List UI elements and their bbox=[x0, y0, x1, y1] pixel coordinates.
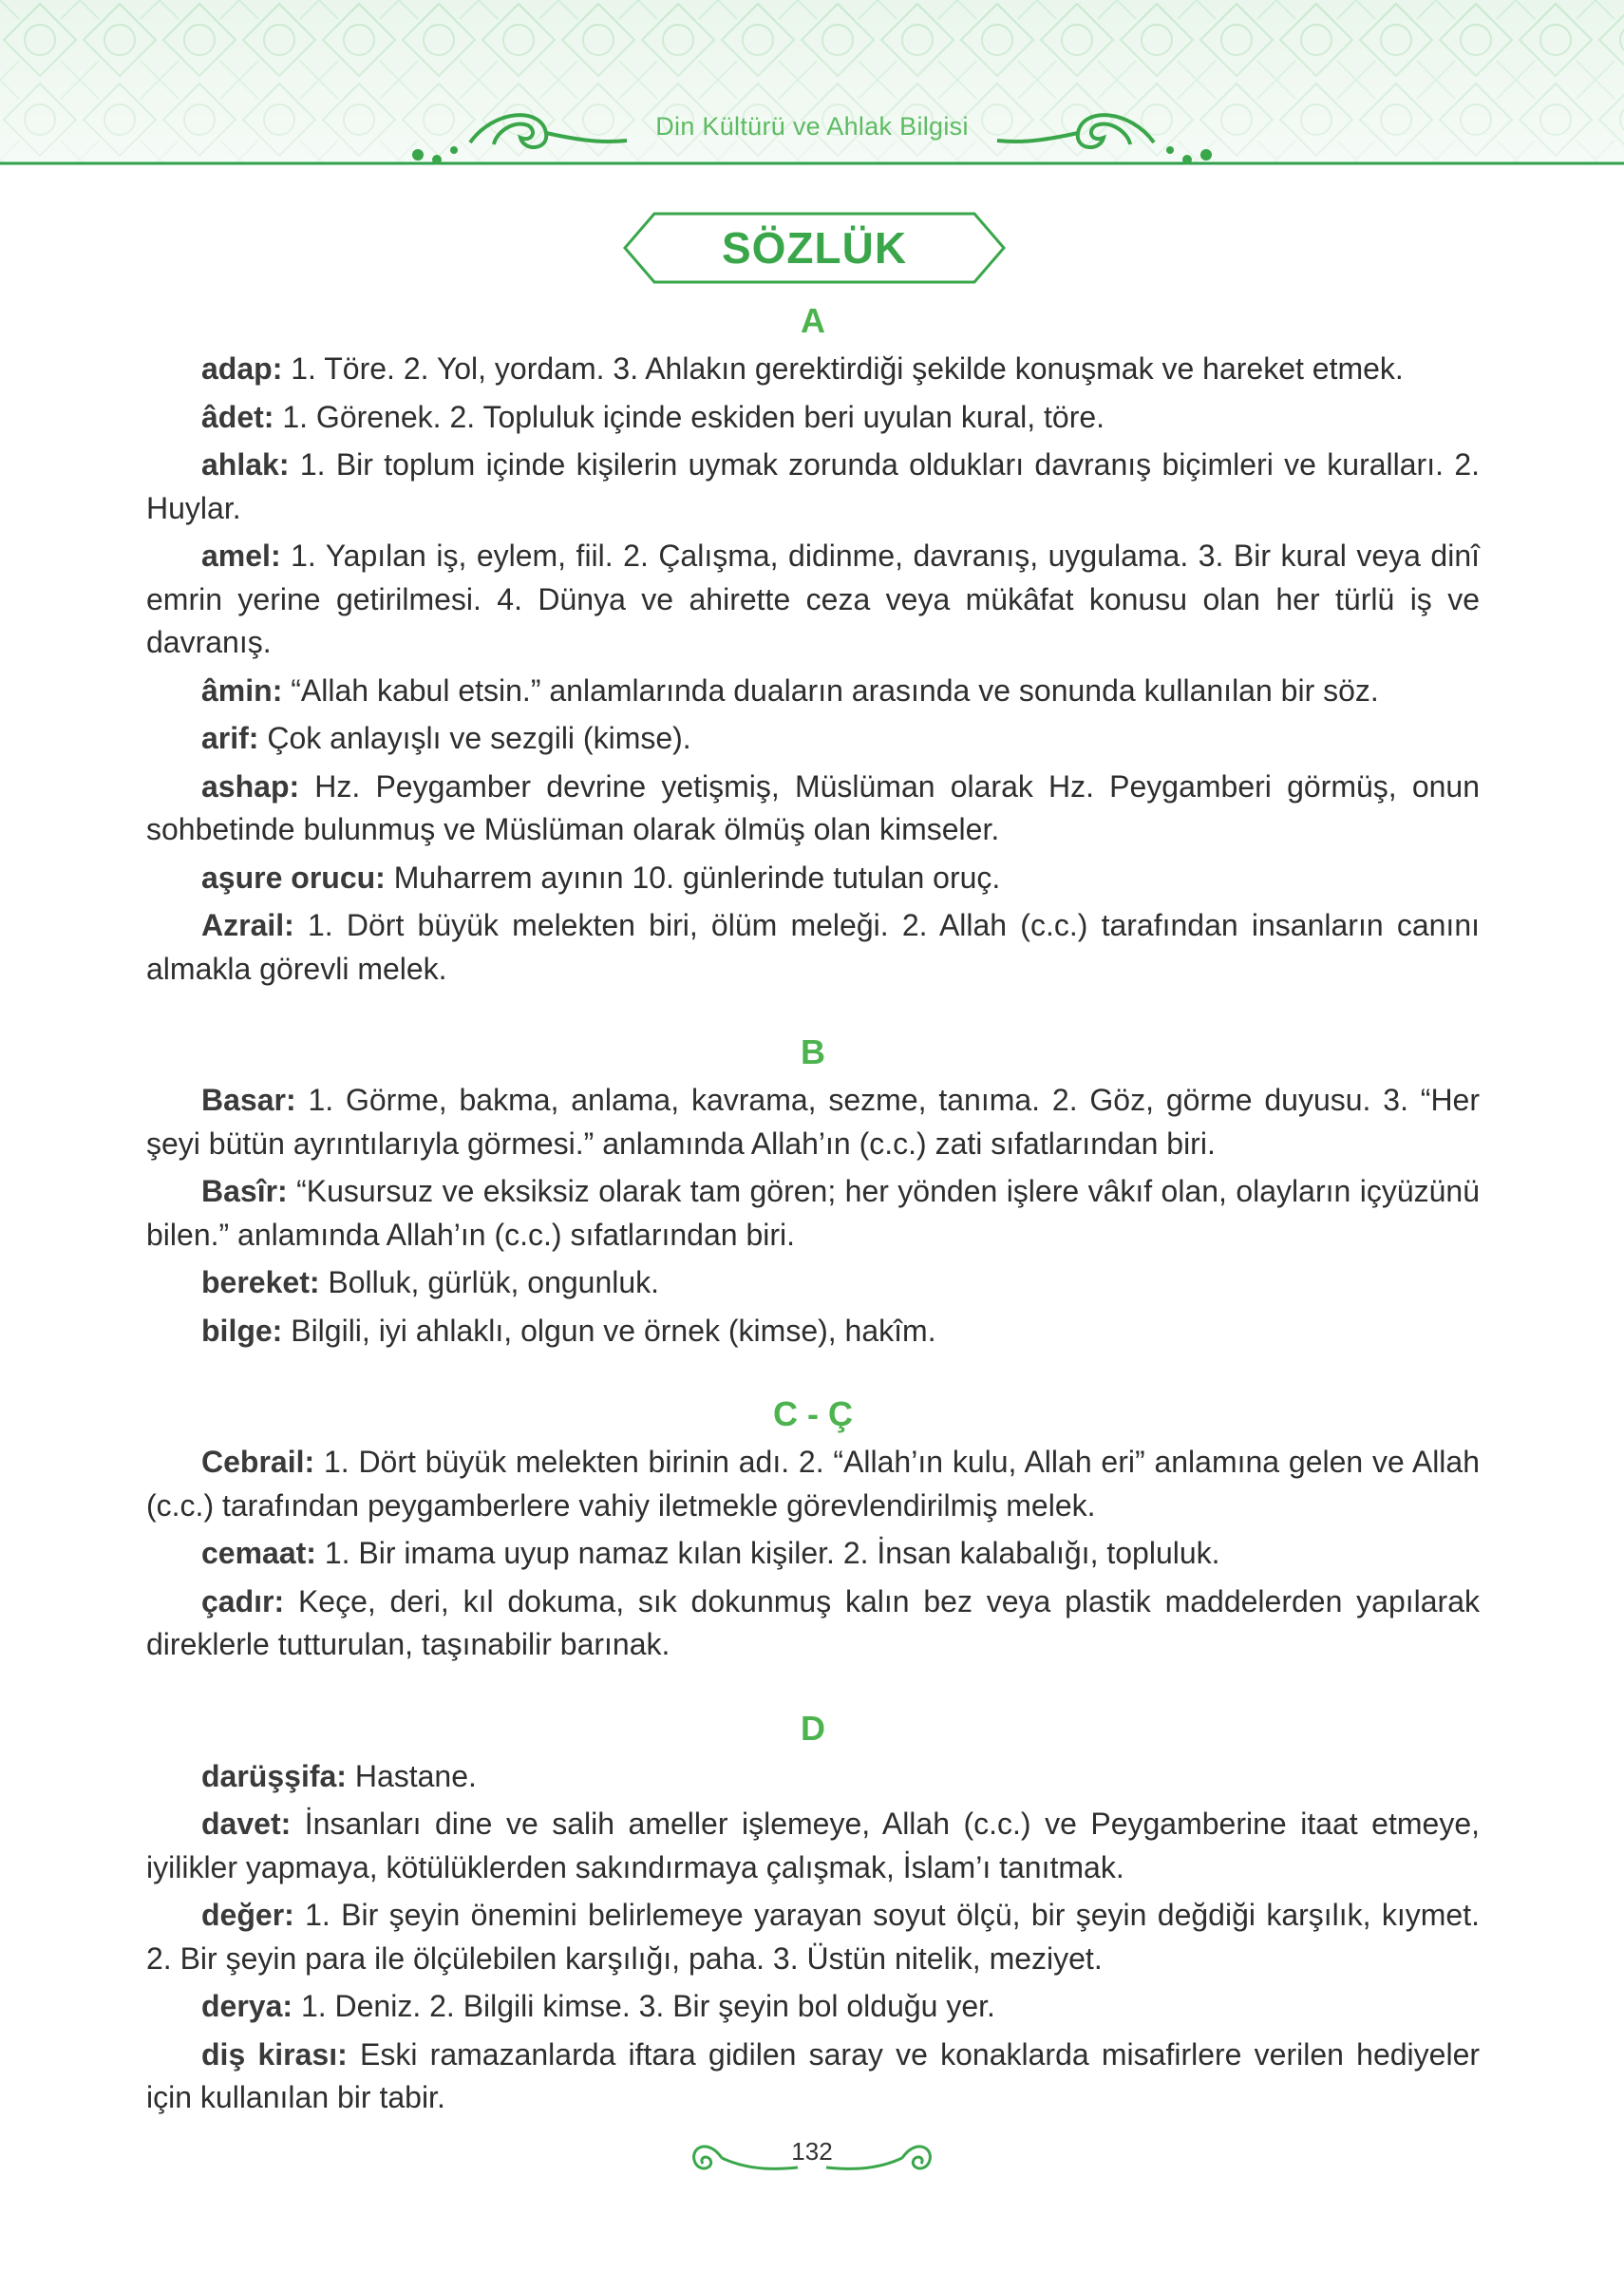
page-title: SÖZLÜK bbox=[721, 223, 908, 273]
entry-definition: 1. Yapılan iş, eylem, fiil. 2. Çalışma, didinme, davranış, uygulama. 3. Bir kural veya dinî emrin yerine getirilmesi. 4. Dünya ve ahirette ceza veya mükâfat konusu olan her türlü iş ve davranış. bbox=[146, 539, 1481, 659]
entry-bilge bbox=[146, 1310, 1480, 1353]
entry-term: âdet: bbox=[201, 399, 274, 434]
entry-term: derya: bbox=[201, 1989, 293, 2023]
page-number: 132 bbox=[791, 2137, 833, 2166]
entry-amel bbox=[146, 535, 1480, 665]
entry-dis-kirasi bbox=[146, 2034, 1480, 2120]
entry-definition: Keçe, deri, kıl dokuma, sık dokunmuş kalın bez veya plastik maddelerden yapılarak direklerle tutturulan, taşınabilir barınak. bbox=[146, 1583, 1481, 1661]
header-subject: Din Kültürü ve Ahlak Bilgisi bbox=[655, 112, 969, 141]
entry-term: Azrail: bbox=[201, 908, 294, 942]
entry-adap bbox=[146, 348, 1480, 391]
entry-cebrail bbox=[146, 1441, 1480, 1527]
entry-term: adap: bbox=[201, 351, 283, 386]
entry-term: Basar: bbox=[201, 1083, 296, 1117]
section-b bbox=[146, 1031, 1480, 1353]
entry-definition: Muharrem ayının 10. günlerinde tutulan oruç. bbox=[393, 860, 1001, 895]
entry-ashap bbox=[146, 766, 1480, 852]
entry-definition: 1. Bir toplum içinde kişilerin uymak zorunda oldukları davranış biçimleri ve kuralları. 2. Huylar. bbox=[146, 447, 1480, 525]
entry-definition: 1. Deniz. 2. Bilgili kimse. 3. Bir şeyin bol olduğu yer. bbox=[300, 1989, 995, 2023]
section-letter: D bbox=[801, 1708, 825, 1748]
entry-term: diş kirası: bbox=[201, 2036, 348, 2072]
entry-definition: Hz. Peygamber devrine yetişmiş, Müslüman olarak Hz. Peygamberi görmüş, onun sohbetinde bulunmuş ve Müslüman olarak ölmüş olan kimseler. bbox=[146, 768, 1481, 846]
entry-ahlak bbox=[146, 444, 1480, 530]
entry-deger bbox=[146, 1894, 1480, 1980]
page-title-frame bbox=[622, 211, 1007, 285]
entry-adet bbox=[146, 396, 1480, 440]
entry-definition: “Kusursuz ve eksiksiz olarak tam gören; her yönden işlere vâkıf olan, olayların içyüzünü bilen.” anlamında Allah’ın (c.c.) sıfatlarından biri. bbox=[146, 1174, 1480, 1252]
entry-term: ashap: bbox=[201, 768, 300, 804]
entry-definition: Eski ramazanlarda iftara gidilen saray ve konaklarda misafirlere verilen hediyeler için kullanılan bir tabir. bbox=[146, 2036, 1481, 2114]
entry-amin bbox=[146, 670, 1480, 713]
section-letter: B bbox=[801, 1032, 825, 1071]
entry-term: bereket: bbox=[201, 1265, 320, 1299]
entry-definition: 1. Görme, bakma, anlama, kavrama, sezme, tanıma. 2. Göz, görme duyusu. 3. “Her şeyi bütün ayrıntılarıyla görmesi.” anlamında Allah’ın (c.c.) zati sıfatlarından biri. bbox=[146, 1083, 1481, 1161]
entry-cemaat bbox=[146, 1532, 1480, 1576]
header-band bbox=[0, 0, 1624, 169]
page-footer bbox=[684, 2129, 940, 2186]
entry-term: davet: bbox=[201, 1807, 292, 1841]
entry-definition: 1. Bir şeyin önemini belirlemeye yarayan soyut ölçü, bir şeyin değdiği karşılık, kıymet. 2. Bir şeyin para ile ölçülebilen karşılığı, paha. 3. Üstün nitelik, meziyet. bbox=[146, 1898, 1480, 1976]
glossary bbox=[146, 300, 1480, 2125]
entry-definition: Çok anlayışlı ve sezgili (kimse). bbox=[267, 721, 691, 755]
entry-arif bbox=[146, 717, 1480, 761]
entry-term: arif: bbox=[201, 721, 259, 755]
entry-term: bilge: bbox=[201, 1313, 283, 1348]
entry-term: âmin: bbox=[201, 672, 283, 708]
entry-definition: 1. Töre. 2. Yol, yordam. 3. Ahlakın gerektirdiği şekilde konuşmak ve hareket etmek. bbox=[291, 351, 1404, 386]
entry-daruessifa bbox=[146, 1755, 1480, 1799]
entry-derya bbox=[146, 1985, 1480, 2029]
entry-term: değer: bbox=[201, 1898, 294, 1932]
section-d bbox=[146, 1708, 1480, 2120]
ornament-pattern bbox=[0, 0, 1624, 169]
section-a bbox=[146, 300, 1480, 991]
entry-term: Cebrail: bbox=[201, 1445, 315, 1479]
section-letter: C - Ç bbox=[773, 1394, 853, 1433]
entry-bereket bbox=[146, 1261, 1480, 1305]
entry-definition: İnsanları dine ve salih ameller işlemeye, Allah (c.c.) ve Peygamberine itaat etmeye, iyilikler yapmaya, kötülüklerden sakındırmaya çalışmak, İslam’ı tanıtmak. bbox=[146, 1807, 1481, 1884]
entry-definition: 1. Dört büyük melekten birinin adı. 2. “Allah’ın kulu, Allah eri” anlamına gelen ve Allah (c.c.) tarafından peygamberlere vahiy iletmekle görevlendirilmiş melek. bbox=[146, 1445, 1481, 1523]
entry-definition: Bilgili, iyi ahlaklı, olgun ve örnek (kimse), hakîm. bbox=[291, 1313, 936, 1348]
entry-term: cemaat: bbox=[201, 1536, 316, 1570]
entry-davet bbox=[146, 1803, 1480, 1889]
entry-term: Basîr: bbox=[201, 1174, 288, 1208]
entry-definition: 1. Dört büyük melekten biri, ölüm meleği. 2. Allah (c.c.) tarafından insanların canını almakla görevli melek. bbox=[146, 908, 1481, 986]
entry-term: amel: bbox=[201, 539, 281, 573]
entry-azrail bbox=[146, 904, 1480, 991]
entry-definition: Hastane. bbox=[354, 1758, 477, 1793]
entry-cadir bbox=[146, 1580, 1480, 1667]
entry-definition: “Allah kabul etsin.” anlamlarında duaların arasında ve sonunda kullanılan bir söz. bbox=[291, 672, 1379, 708]
section-letter: A bbox=[801, 301, 825, 340]
entry-definition: Bolluk, gürlük, ongunluk. bbox=[328, 1265, 660, 1299]
entry-term: çadır: bbox=[201, 1583, 285, 1618]
entry-asure-orucu bbox=[146, 857, 1480, 900]
entry-term: ahlak: bbox=[201, 447, 290, 482]
entry-definition: 1. Bir imama uyup namaz kılan kişiler. 2. İnsan kalabalığı, topluluk. bbox=[324, 1536, 1220, 1570]
entry-definition: 1. Görenek. 2. Topluluk içinde eskiden beri uyulan kural, töre. bbox=[282, 399, 1105, 434]
section-c bbox=[146, 1393, 1480, 1667]
entry-term: aşure orucu: bbox=[201, 860, 386, 895]
entry-basir bbox=[146, 1170, 1480, 1257]
entry-basar bbox=[146, 1079, 1480, 1165]
entry-term: darüşşifa: bbox=[201, 1758, 347, 1793]
